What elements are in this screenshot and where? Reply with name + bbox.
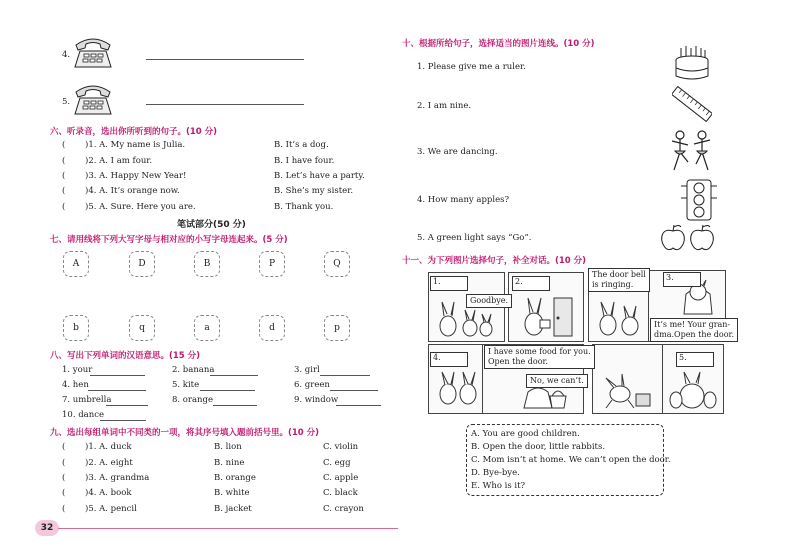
bubble-text: I have some food for you. — [488, 347, 591, 356]
option-b: B. white — [214, 488, 250, 498]
answer-bracket[interactable]: ( — [62, 156, 66, 166]
vocab-word: 10. dance — [62, 410, 104, 420]
section-7-title: 七、请用线将下列大写字母与相对应的小写字母连起来。(5 分) — [50, 235, 288, 245]
footer-rule — [58, 528, 398, 529]
answer-bracket[interactable]: ( — [62, 473, 66, 483]
bubble-text: It’s me! Your gran- — [654, 320, 731, 329]
option-b: B. orange — [214, 473, 256, 483]
option-b: B. lion — [214, 442, 242, 452]
answer-line[interactable] — [146, 104, 304, 105]
dialogue-option: A. You are good children. — [471, 429, 580, 439]
dialogue-option: B. Open the door, little rabbits. — [471, 442, 606, 452]
answer-line[interactable] — [336, 405, 381, 406]
matching-sentence: 1. Please give me a ruler. — [417, 62, 526, 72]
listening-option-a: )1. A. My name is Julia. — [85, 140, 186, 150]
dialogue-blank-2[interactable] — [512, 276, 550, 291]
option-a: )1. A. duck — [85, 442, 132, 452]
two-apples-icon[interactable] — [658, 224, 718, 252]
traffic-light-icon[interactable] — [679, 178, 719, 222]
speech-bubble-goodbye — [466, 294, 512, 308]
answer-line[interactable] — [88, 390, 146, 391]
listening-option-b: B. Let’s have a party. — [274, 171, 365, 181]
answer-bracket[interactable]: ( — [62, 442, 66, 452]
speech-bubble-doorbell — [588, 268, 650, 292]
mother-rabbit-door-icon — [520, 296, 575, 338]
answer-line[interactable] — [210, 375, 258, 376]
panel-number: 1. — [433, 277, 441, 286]
vocab-word: 7. umbrella — [62, 395, 112, 405]
panel-number: 4. — [433, 353, 441, 362]
ruler-icon[interactable] — [672, 86, 712, 122]
vocab-word: 1. your — [62, 365, 93, 375]
bubble-text: Goodbye. — [470, 296, 509, 305]
vocab-word: 8. orange — [172, 395, 214, 405]
uppercase-letter-box[interactable]: P — [259, 251, 285, 277]
dialogue-option: E. Who is it? — [471, 481, 526, 491]
dancing-girls-icon[interactable] — [666, 126, 716, 176]
bubble-text: The door bell — [592, 270, 646, 279]
panel-number: 5. — [679, 353, 687, 362]
answer-line[interactable] — [90, 375, 145, 376]
matching-sentence: 4. How many apples? — [417, 195, 510, 205]
answer-bracket[interactable]: ( — [62, 202, 66, 212]
rabbit-family-hug-icon — [668, 370, 718, 410]
answer-line[interactable] — [213, 405, 257, 406]
lowercase-letter-box[interactable]: b — [63, 315, 89, 341]
listening-option-a: )4. A. It’s orange now. — [85, 186, 180, 196]
lowercase-letter-box[interactable]: q — [129, 315, 155, 341]
dialogue-blank-1[interactable] — [430, 276, 468, 291]
vocab-word: 9. window — [294, 395, 339, 405]
dialogue-blank-3[interactable] — [663, 272, 701, 287]
answer-bracket[interactable]: ( — [62, 488, 66, 498]
dialogue-option: D. Bye-bye. — [471, 468, 520, 478]
uppercase-letter-box[interactable]: B — [194, 251, 220, 277]
uppercase-letter-box[interactable]: D — [129, 251, 155, 277]
written-part-header: 笔试部分(50 分) — [177, 220, 246, 230]
answer-line[interactable] — [330, 390, 378, 391]
dialogue-blank-5[interactable] — [676, 352, 714, 367]
matching-sentence: 3. We are dancing. — [417, 147, 498, 157]
page-number: 32 — [40, 523, 54, 533]
answer-line[interactable] — [200, 390, 255, 391]
speech-bubble-food — [484, 345, 595, 369]
vocab-word: 3. girl — [294, 365, 320, 375]
speech-bubble-refuse — [526, 374, 588, 388]
option-b: B. nine — [214, 458, 245, 468]
listening-option-b: B. She’s my sister. — [274, 186, 354, 196]
page-number-badge — [35, 520, 59, 536]
mother-rabbit-running-icon — [602, 372, 656, 410]
option-c: C. black — [323, 488, 358, 498]
section-10-title: 十、根据所给句子，选择适当的图片连线。(10 分) — [402, 39, 595, 49]
lowercase-letter-box[interactable]: a — [194, 315, 220, 341]
section-6-title: 六、听录音，选出你所听到的句子。(10 分) — [50, 127, 218, 137]
bubble-text: Open the door. — [488, 357, 548, 366]
listening-option-b: B. I have four. — [274, 156, 335, 166]
phone-item-number: 5. — [62, 97, 71, 107]
option-a: )4. A. book — [85, 488, 132, 498]
listening-option-a: )2. A. I am four. — [85, 156, 153, 166]
section-8-title: 八、写出下列单词的汉语意思。(15 分) — [50, 351, 201, 361]
vocab-word: 2. banana — [172, 365, 215, 375]
listening-option-a: )5. A. Sure. Here you are. — [85, 202, 196, 212]
birthday-cake-icon[interactable] — [672, 44, 712, 82]
answer-line[interactable] — [100, 420, 146, 421]
answer-bracket[interactable]: ( — [62, 171, 66, 181]
matching-sentence: 5. A green light says “Go”. — [417, 233, 532, 243]
lowercase-letter-box[interactable]: p — [324, 315, 350, 341]
answer-bracket[interactable]: ( — [62, 458, 66, 468]
bubble-text: is ringing. — [592, 280, 634, 289]
option-a: )5. A. pencil — [85, 504, 137, 514]
answer-bracket[interactable]: ( — [62, 140, 66, 150]
lowercase-letter-box[interactable]: d — [259, 315, 285, 341]
telephone-icon — [72, 80, 114, 116]
answer-line[interactable] — [320, 375, 370, 376]
option-c: C. violin — [323, 442, 359, 452]
uppercase-letter-box[interactable]: Q — [324, 251, 350, 277]
answer-line[interactable] — [146, 59, 304, 60]
answer-line[interactable] — [106, 405, 148, 406]
option-c: C. egg — [323, 458, 351, 468]
option-a: )3. A. grandma — [85, 473, 150, 483]
option-c: C. crayon — [323, 504, 364, 514]
vocab-word: 5. kite — [172, 380, 200, 390]
panel-number: 3. — [666, 273, 674, 282]
vocab-word: 6. green — [294, 380, 330, 390]
phone-item-number: 4. — [62, 50, 71, 60]
dialogue-option: C. Mom isn’t at home. We can’t open the door. — [471, 455, 671, 465]
listening-option-a: )3. A. Happy New Year! — [85, 171, 187, 181]
little-rabbits-icon — [594, 298, 644, 338]
option-a: )2. A. eight — [85, 458, 133, 468]
panel-number: 2. — [515, 277, 523, 286]
speech-bubble-grandma — [650, 318, 738, 342]
bubble-text: No, we can’t. — [530, 376, 584, 385]
answer-bracket[interactable]: ( — [62, 504, 66, 514]
rabbits-window-icon — [436, 366, 480, 408]
answer-bracket[interactable]: ( — [62, 186, 66, 196]
option-b: B. jacket — [214, 504, 252, 514]
telephone-icon — [72, 33, 114, 69]
dialogue-blank-4[interactable] — [430, 352, 468, 367]
option-c: C. apple — [323, 473, 359, 483]
section-9-title: 九、选出每组单词中不同类的一项，将其序号填入题前括号里。(10 分) — [50, 428, 320, 438]
matching-sentence: 2. I am nine. — [417, 101, 472, 111]
bubble-text: dma.Open the door. — [654, 330, 735, 339]
uppercase-letter-box[interactable]: A — [63, 251, 89, 277]
listening-option-b: B. It’s a dog. — [274, 140, 329, 150]
section-11-title: 十一、为下列图片选择句子，补全对话。(10 分) — [402, 256, 587, 266]
vocab-word: 4. hen — [62, 380, 89, 390]
listening-option-b: B. Thank you. — [274, 202, 334, 212]
